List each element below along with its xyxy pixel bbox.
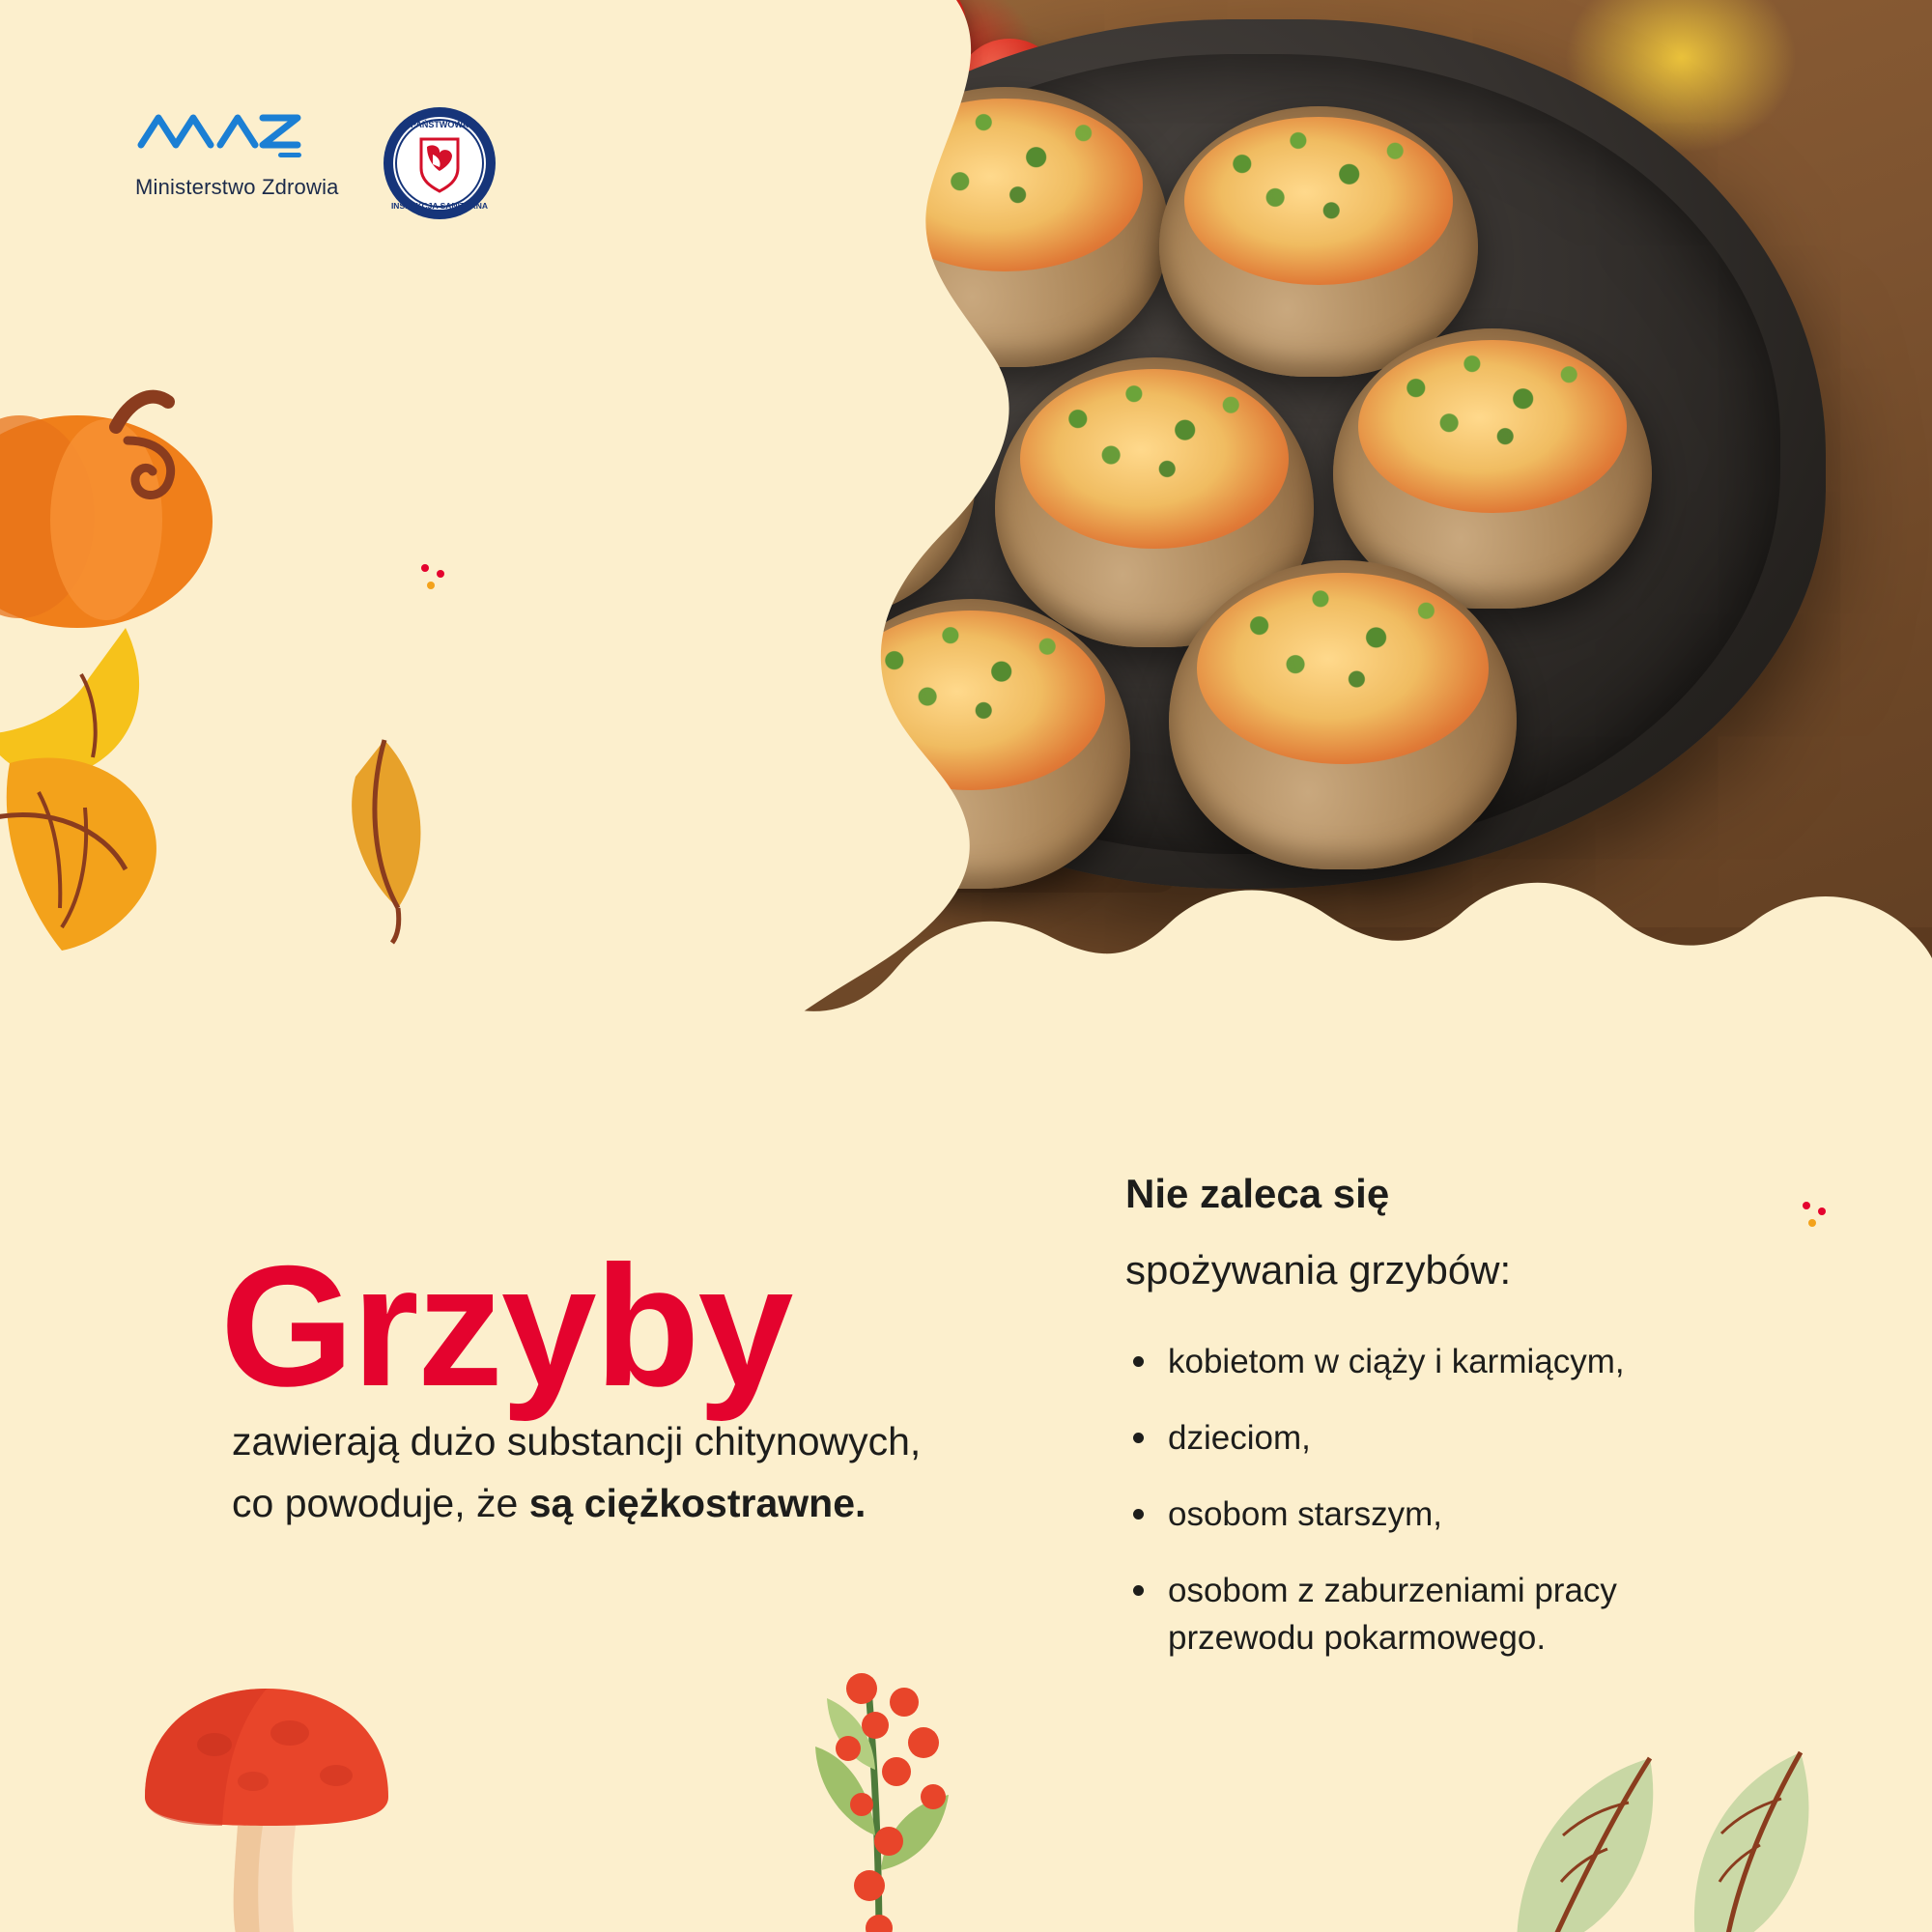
svg-text:INSPEKCJA SANITARNA: INSPEKCJA SANITARNA xyxy=(390,201,489,211)
ministry-name-label: Ministerstwo Zdrowia xyxy=(135,175,339,199)
list-item: kobietom w ciąży i karmiącym, xyxy=(1125,1338,1763,1385)
logo-row xyxy=(135,104,498,222)
list-item: dzieciom, xyxy=(1125,1414,1763,1462)
dots-decoration-left xyxy=(415,560,454,599)
recommendation-title: Nie zaleca się xyxy=(1125,1171,1390,1216)
ministry-of-health-logo xyxy=(135,104,339,200)
recommendation-block xyxy=(1125,1169,1763,1690)
green-leaves-illustration xyxy=(1488,1719,1874,1932)
list-item: osobom z zaburzeniami pracy przewodu pokarmowego. xyxy=(1125,1567,1763,1662)
recommendation-list xyxy=(1125,1338,1763,1662)
red-mushroom-illustration xyxy=(126,1681,406,1932)
svg-text:PAŃSTWOWA: PAŃSTWOWA xyxy=(411,120,469,129)
rowan-berries-illustration xyxy=(734,1642,1024,1932)
recommendation-subtitle: spożywania grzybów: xyxy=(1125,1246,1512,1293)
lead-paragraph xyxy=(232,1411,937,1534)
single-leaf-illustration xyxy=(309,734,454,947)
pumpkin-illustration xyxy=(0,348,280,638)
stuffed-mushrooms-photo xyxy=(541,0,1932,1121)
page-title: Grzyby xyxy=(220,1230,792,1423)
dots-decoration-right xyxy=(1797,1198,1835,1236)
lead-emphasis: są ciężkostrawne. xyxy=(528,1480,867,1525)
lead-text: zawierają dużo substancji chitynowych, co powoduje, że xyxy=(232,1419,922,1525)
list-item: osobom starszym, xyxy=(1125,1491,1763,1538)
mz-monogram-icon xyxy=(135,104,309,164)
panstwowa-inspekcja-sanitarna-icon xyxy=(381,104,498,222)
autumn-leaves-illustration xyxy=(0,618,299,985)
